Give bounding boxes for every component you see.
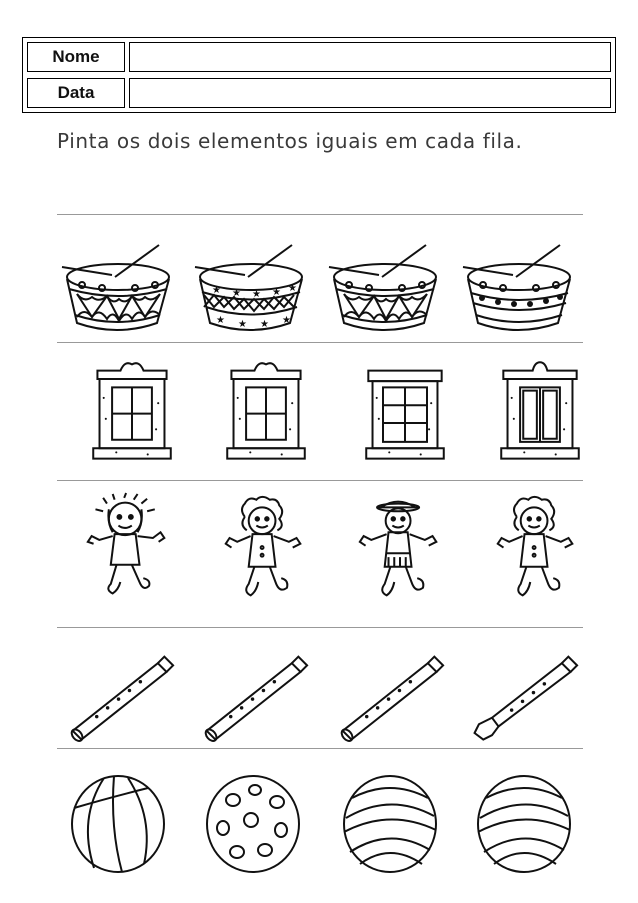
student-info-table	[22, 37, 616, 113]
window-four-panes-icon[interactable]	[72, 356, 192, 466]
flute-bell-icon[interactable]	[468, 642, 588, 752]
drum-dots-icon[interactable]	[458, 232, 578, 342]
drum-stars-icon[interactable]	[190, 232, 310, 342]
row-divider	[57, 480, 583, 481]
svg-text:★: ★	[252, 289, 261, 300]
svg-text:★: ★	[212, 285, 221, 296]
drum-scallop-icon[interactable]	[324, 232, 444, 342]
window-two-panes-icon[interactable]	[480, 356, 600, 466]
svg-text:★: ★	[232, 288, 241, 299]
striped-ball-icon[interactable]	[464, 768, 584, 878]
row-divider	[57, 342, 583, 343]
row-divider	[57, 214, 583, 215]
spotted-ball-icon[interactable]	[193, 768, 313, 878]
hat-doll-icon[interactable]	[340, 494, 460, 604]
striped-ball-icon[interactable]	[330, 768, 450, 878]
date-field[interactable]	[129, 78, 611, 108]
flute-icon[interactable]	[64, 642, 184, 752]
svg-text:★: ★	[272, 287, 281, 298]
curly-doll-icon[interactable]	[204, 494, 324, 604]
window-six-panes-icon[interactable]	[345, 356, 465, 466]
flute-icon[interactable]	[198, 642, 318, 752]
flute-icon[interactable]	[334, 642, 454, 752]
svg-text:★: ★	[216, 315, 225, 326]
beach-ball-icon[interactable]	[58, 768, 178, 878]
date-row	[27, 78, 611, 108]
svg-text:★: ★	[260, 319, 269, 330]
svg-text:★: ★	[288, 283, 297, 294]
rag-doll-icon[interactable]	[68, 494, 188, 604]
name-label: Nome	[27, 42, 125, 72]
svg-text:★: ★	[238, 319, 247, 330]
date-label: Data	[27, 78, 125, 108]
name-row	[27, 42, 611, 72]
name-field[interactable]	[129, 42, 611, 72]
curly-doll-icon[interactable]	[476, 494, 596, 604]
instruction-text: Pinta os dois elementos iguais em cada fila.	[57, 129, 523, 153]
drum-scallop-icon[interactable]	[57, 232, 177, 342]
row-divider	[57, 627, 583, 628]
svg-text:★: ★	[282, 315, 291, 326]
window-four-panes-icon[interactable]	[206, 356, 326, 466]
